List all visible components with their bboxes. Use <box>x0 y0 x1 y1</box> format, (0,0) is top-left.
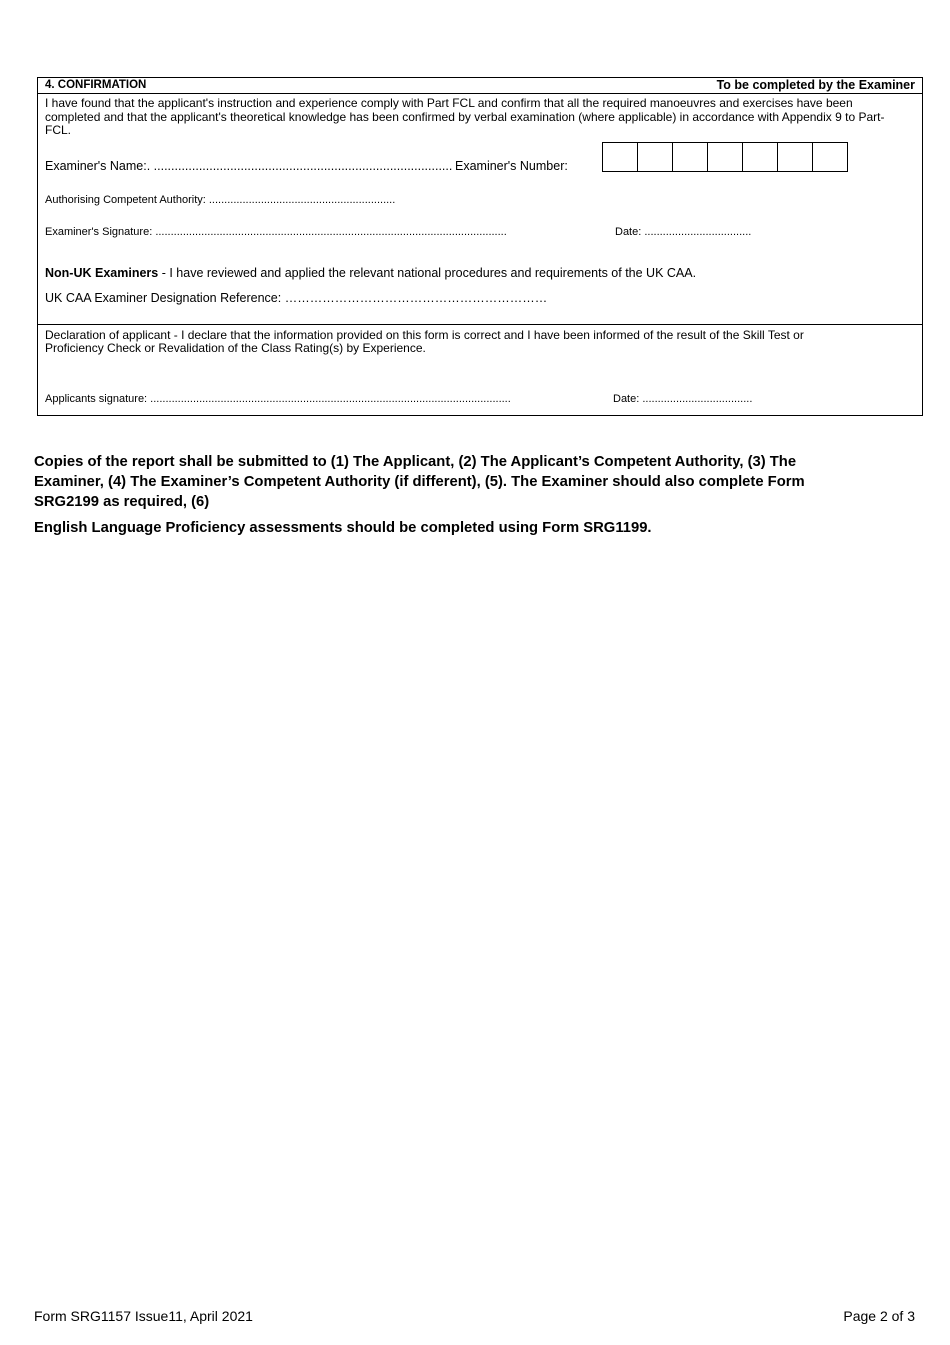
examiner-number-box[interactable] <box>743 143 778 171</box>
non-uk-label: Non-UK Examiners <box>45 266 159 280</box>
examiner-number-boxes[interactable] <box>602 142 848 172</box>
confirmation-form <box>37 77 923 416</box>
uk-caa-reference-field[interactable]: UK CAA Examiner Designation Reference: ……………………………………………………… <box>45 291 548 305</box>
examiner-number-box[interactable] <box>813 143 847 171</box>
applicant-declaration: Declaration of applicant - I declare that the information provided on this form is correct and I have been informed of the result of the Skill Test or Proficiency Check or Revalidation of the Class Rating(s) by Experience. <box>45 328 804 355</box>
examiner-name-field[interactable]: Examiner's Name:. ...................................................................................... <box>45 159 453 173</box>
english-proficiency-note: English Language Proficiency assessments should be completed using Form SRG1199. <box>34 520 652 536</box>
examiner-number-box[interactable] <box>708 143 743 171</box>
examiner-date-field[interactable]: Date: ................................... <box>615 226 752 238</box>
completed-by-label: To be completed by the Examiner <box>716 78 915 92</box>
authorising-authority-field[interactable]: Authorising Competent Authority: ............................................................. <box>45 194 396 206</box>
copies-note: Copies of the report shall be submitted to (1) The Applicant, (2) The Applicant’s Competent Authority, (3) The Examiner, (4) The Examiner’s Competent Authority (if different), (5). The Examiner should also complete Form SRG2199 as required, (6) <box>34 454 805 510</box>
applicant-date-field[interactable]: Date: .................................... <box>613 393 753 405</box>
examiner-number-box[interactable] <box>603 143 638 171</box>
form-identifier: Form SRG1157 Issue11, April 2021 <box>34 1308 253 1324</box>
section-header <box>38 78 922 94</box>
section-divider <box>38 324 922 325</box>
examiner-number-box[interactable] <box>673 143 708 171</box>
page-number: Page 2 of 3 <box>843 1308 915 1324</box>
section-title: 4. CONFIRMATION <box>45 79 147 91</box>
examiner-signature-field[interactable]: Examiner's Signature: ................................................................................................................... <box>45 226 507 238</box>
confirmation-statement: I have found that the applicant's instruction and experience comply with Part FCL and confirm that all the required manoeuvres and exercises have been completed and that the applicant's theoretical knowledge has been confirmed by verbal examination (where applicable) in accordance with Appendix 9 to Part-FCL. <box>45 96 885 137</box>
non-uk-text: - I have reviewed and applied the relevant national procedures and requirements of the UK CAA. <box>158 266 697 280</box>
examiner-number-box[interactable] <box>638 143 673 171</box>
non-uk-examiners-statement <box>45 266 696 280</box>
examiner-number-box[interactable] <box>778 143 813 171</box>
examiner-number-label: Examiner's Number: <box>455 159 568 173</box>
applicant-signature-field[interactable]: Applicants signature: ...................................................................................................................... <box>45 393 511 405</box>
